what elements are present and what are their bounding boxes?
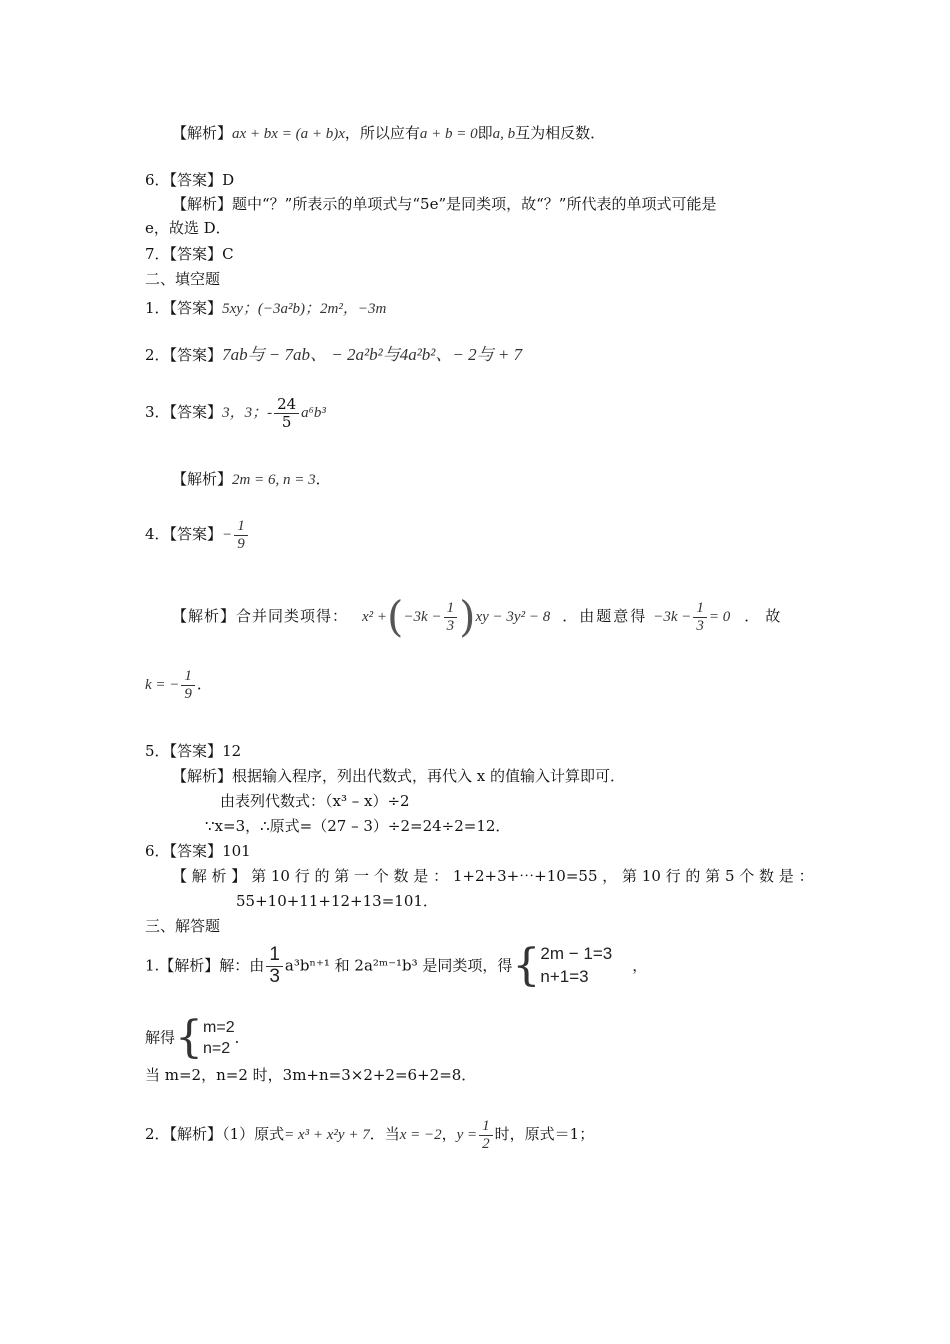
equation: n=2 <box>203 1040 231 1058</box>
fill-analysis-6: 【 解 析 】 第 10 行 的 第 一 个 数 是 ： 1+2+3+⋯+10=55 ， 第 10 行 的 第 5 个 数 是 ： <box>172 867 814 885</box>
solution-2 <box>145 1118 594 1152</box>
answer-7 <box>145 245 234 263</box>
item-number: 1． <box>145 299 170 317</box>
math-expression: k = − <box>145 677 180 693</box>
analysis-tag: 【解析】 <box>172 767 233 785</box>
fill-analysis-5-expr: 由表列代数式：（x³ – x）÷2 <box>220 792 410 810</box>
math-expression: 3，3； <box>222 405 268 421</box>
item-number: 5． <box>145 742 170 760</box>
text: 解得 <box>145 1028 176 1047</box>
fill-analysis-3 <box>172 470 331 489</box>
answer-tag: 【答案】 <box>169 403 223 421</box>
numerator: 1 <box>181 668 195 686</box>
analysis-text: 题中“？”所表示的单项式与“5e”是同类项，故“？”所代表的单项式可能是 <box>232 195 717 213</box>
answer-value: D <box>222 171 235 189</box>
equation: 2m − 1=3 <box>540 944 613 964</box>
section-heading-solutions: 三、解答题 <box>145 917 221 935</box>
answer-tag: 【答案】 <box>169 742 223 760</box>
math-expression: xy − 3y² − 8 <box>475 609 551 626</box>
math-expression: 2m = 6, n = 3 <box>232 472 316 488</box>
text: a³bⁿ⁺¹ 和 2a²ᵐ⁻¹b³ 是同类项，得 <box>284 956 513 975</box>
math-expression: 5xy；(−3a²b)；2m²，−3m <box>222 301 387 317</box>
math-expression: −3k − <box>403 609 442 626</box>
text: 即 <box>477 124 493 142</box>
equation-system <box>540 943 612 989</box>
solution-1-conclusion: 当 m=2，n=2 时，3m+n=3×2+2=6+2=8． <box>145 1066 477 1084</box>
denominator: 9 <box>237 535 245 552</box>
answer-6 <box>145 171 234 189</box>
analysis-text: 【解析】合并同类项得： <box>172 607 349 626</box>
fill-analysis-6-continued: 55+10+11+12+13=101． <box>236 892 438 910</box>
analysis-tag: 【解析】 <box>172 195 233 213</box>
answer-value: 12 <box>222 742 242 760</box>
section-heading-fill-in: 二、填空题 <box>145 270 221 288</box>
denominator: 3 <box>269 965 280 987</box>
item-number: 6． <box>145 842 170 860</box>
text: ．当 <box>369 1125 400 1143</box>
numerator: 1 <box>479 1118 493 1136</box>
math-expression: = x³ + x²y + 7 <box>284 1127 370 1143</box>
analysis-6-continued: e，故选 D． <box>145 219 231 237</box>
denominator: 3 <box>696 617 704 634</box>
fill-answer-6 <box>145 842 251 860</box>
fill-answer-4 <box>145 518 250 552</box>
fraction <box>693 600 707 634</box>
denominator: 5 <box>281 412 292 431</box>
math-expression: ax + bx = (a + b)x <box>232 126 345 142</box>
text: ． <box>196 675 212 693</box>
item-number: 3． <box>145 403 170 421</box>
fill-analysis-5-calc: ∵x=3，∴原式=（27 – 3）÷2=24÷2=12． <box>205 817 511 835</box>
answer-tag: 【答案】 <box>169 245 223 263</box>
text: ． <box>234 1028 250 1047</box>
math-expression: 7ab与 − 7ab、 − 2a²b²与4a²b²、− 2与 + 7 <box>222 345 523 364</box>
analysis-line-1 <box>172 124 605 143</box>
text: ． <box>315 470 331 488</box>
minus-sign: − <box>222 527 233 543</box>
analysis-6 <box>172 195 716 213</box>
math-expression: a, b <box>492 126 516 142</box>
item-number: 2． <box>145 1125 170 1143</box>
item-number: 2． <box>145 346 170 364</box>
solution-1: 1.【解析】解：由 $\frac{1}{3}$ a³bⁿ⁺¹ 和 2a²ᵐ⁻¹b³ 是同类项，得{ 2m − 1=3 n+1=3 ， <box>145 940 648 991</box>
text: 时，原式＝1； <box>494 1125 595 1143</box>
text: 1.【解析】解：由 <box>145 956 265 975</box>
fill-analysis-4: 【解析】合并同类项得： x² +(−3k − $\frac{1}{3}$ )xy − 3y² − 8 ．由题意得 −3k − $\frac{1}{3}$ = 0 ．故 <box>172 592 787 641</box>
answer-value: C <box>222 245 234 263</box>
numerator: 1 <box>693 600 707 618</box>
fraction <box>234 518 248 552</box>
denominator: 2 <box>482 1135 490 1152</box>
text: ， <box>632 956 648 975</box>
answer-tag: 【答案】 <box>169 842 223 860</box>
equation: n+1=3 <box>540 967 589 987</box>
answer-tag: 【答案】 <box>169 171 223 189</box>
answer-tag: 【答案】 <box>169 346 223 364</box>
text: ，所以应有 <box>344 124 420 142</box>
math-expression: a + b = 0 <box>419 126 478 142</box>
numerator: 24 <box>274 396 299 414</box>
fraction <box>444 600 458 634</box>
math-expression: = 0 <box>708 609 731 626</box>
fill-analysis-5 <box>172 767 625 785</box>
text: ．由题意得 <box>562 607 648 626</box>
analysis-text: 根据输入程序，列出代数式，再代入 x 的值输入计算即可． <box>232 767 626 785</box>
fraction <box>274 396 299 430</box>
item-number: 4． <box>145 525 170 543</box>
math-expression: y = <box>456 1127 478 1143</box>
answer-tag: 【答案】 <box>169 299 223 317</box>
analysis-tag: 【解析】 <box>172 470 233 488</box>
math-expression: x² + <box>362 609 388 626</box>
item-number: 7． <box>145 245 170 263</box>
item-number: 6． <box>145 171 170 189</box>
math-expression: x = −2 <box>399 1127 442 1143</box>
fill-analysis-4-result <box>145 668 212 702</box>
fraction <box>181 668 195 702</box>
fraction <box>266 945 283 988</box>
denominator: 9 <box>184 685 192 702</box>
text: 互为相反数． <box>515 124 606 142</box>
text: ．故 <box>744 607 787 626</box>
numerator: 1 <box>266 945 283 967</box>
math-expression: a⁶b³ <box>301 405 326 421</box>
equation-system <box>203 1017 235 1060</box>
math-expression: −3k − <box>653 609 692 626</box>
fill-answer-2 <box>145 345 522 365</box>
analysis-tag: 【解析】 <box>169 1125 223 1143</box>
equation: m=2 <box>203 1018 235 1036</box>
fill-answer-1 <box>145 299 386 318</box>
solution-1-result: 解得{ m=2 n=2 ． <box>145 1012 250 1063</box>
fill-answer-3 <box>145 396 326 430</box>
analysis-tag: 【解析】 <box>172 124 233 142</box>
answer-value: 101 <box>222 842 251 860</box>
answer-tag: 【答案】 <box>169 525 223 543</box>
numerator: 1 <box>234 518 248 536</box>
text: ， <box>441 1125 457 1143</box>
denominator: 3 <box>446 617 455 634</box>
text: （1）原式 <box>222 1125 285 1143</box>
numerator: 1 <box>444 600 458 618</box>
minus-sign: - <box>267 405 273 421</box>
fraction <box>479 1118 493 1152</box>
fill-answer-5 <box>145 742 241 760</box>
